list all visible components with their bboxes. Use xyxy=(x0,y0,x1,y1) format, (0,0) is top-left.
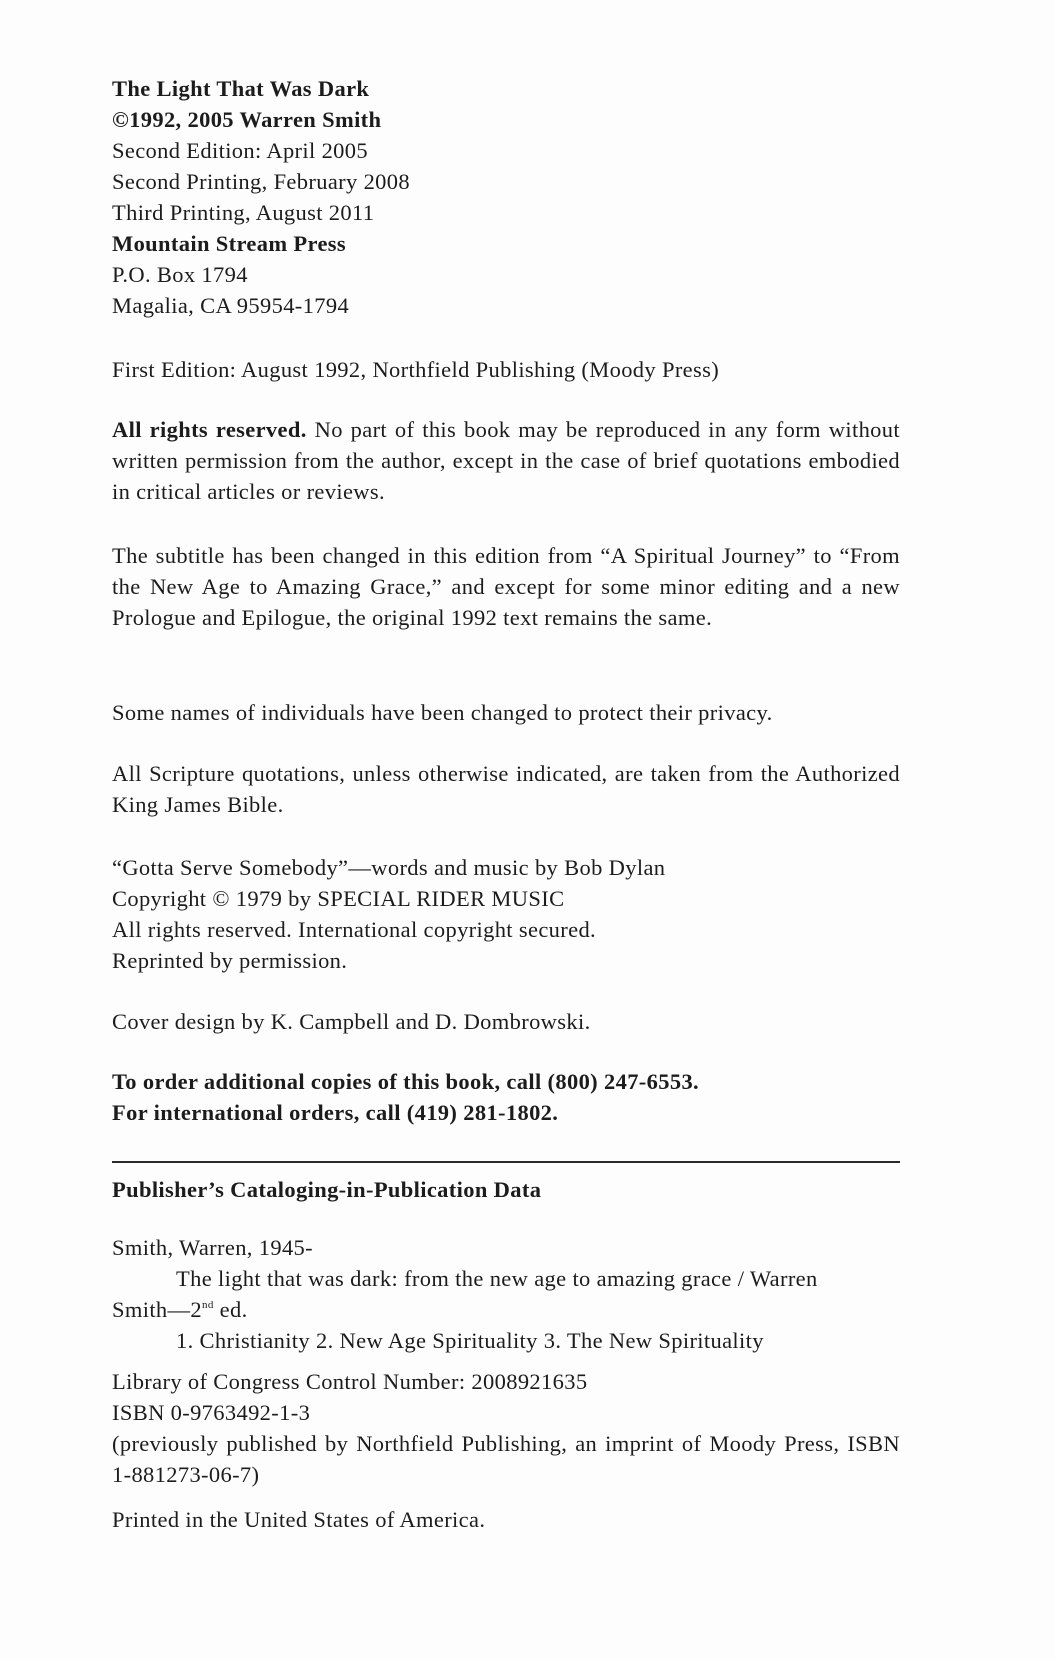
cover-design-note xyxy=(112,1006,900,1037)
second-printing: Second Printing, February 2008 xyxy=(112,169,410,194)
copyright-line: ©1992, 2005 Warren Smith xyxy=(112,107,382,132)
third-printing: Third Printing, August 2011 xyxy=(112,200,375,225)
cip-title: The light that was dark: from the new age to amazing grace / Warren xyxy=(176,1266,818,1291)
cip-edition-superscript: nd xyxy=(201,1299,214,1311)
first-edition-note xyxy=(112,354,900,385)
subtitle-paragraph xyxy=(112,540,900,633)
cip-record xyxy=(112,1232,900,1356)
rights-text xyxy=(112,414,900,507)
previous-publication: (previously published by Northfield Publishing, an imprint of Moody Press, ISBN 1-881273-06-7) xyxy=(112,1431,900,1487)
book-title: The Light That Was Dark xyxy=(112,76,370,101)
publication-header xyxy=(112,73,900,321)
publisher-po-box: P.O. Box 1794 xyxy=(112,262,248,287)
cover-design: Cover design by K. Campbell and D. Dombrowski. xyxy=(112,1009,591,1034)
rights-lead: All rights reserved. xyxy=(112,417,307,442)
scripture-paragraph xyxy=(112,758,900,820)
printed-in: Printed in the United States of America. xyxy=(112,1507,486,1532)
cip-subjects: 1. Christianity 2. New Age Spirituality 3. The New Spirituality xyxy=(176,1328,764,1353)
cip-identifiers xyxy=(112,1366,900,1490)
section-divider xyxy=(112,1161,900,1163)
cip-edition xyxy=(112,1294,900,1325)
lccn: Library of Congress Control Number: 2008921635 xyxy=(112,1369,588,1394)
order-line-1: To order additional copies of this book, call (800) 247-6553. xyxy=(112,1069,700,1094)
cip-heading: Publisher’s Cataloging-in-Publication Data xyxy=(112,1177,542,1202)
order-info xyxy=(112,1066,900,1128)
second-edition: Second Edition: April 2005 xyxy=(112,138,368,163)
isbn: ISBN 0-9763492-1-3 xyxy=(112,1400,311,1425)
song-credit xyxy=(112,852,900,976)
scripture-note: All Scripture quotations, unless otherwise indicated, are taken from the Authorized King James Bible. xyxy=(112,761,900,817)
rights-paragraph xyxy=(112,414,900,507)
publisher-city: Magalia, CA 95954-1794 xyxy=(112,293,350,318)
names-note: Some names of individuals have been changed to protect their privacy. xyxy=(112,700,773,725)
first-edition: First Edition: August 1992, Northfield Publishing (Moody Press) xyxy=(112,357,720,382)
publisher-name: Mountain Stream Press xyxy=(112,231,347,256)
cip-heading-block xyxy=(112,1174,900,1205)
names-paragraph xyxy=(112,697,900,728)
cip-edition-suffix: ed. xyxy=(213,1297,248,1322)
song-credit-line-1: “Gotta Serve Somebody”—words and music by Bob Dylan xyxy=(112,855,666,880)
subtitle-note: The subtitle has been changed in this edition from “A Spiritual Journey” to “From the New Age to Amazing Grace,” and except for some minor editing and a new Prologue and Epilogue, the original 1992 text remains the same. xyxy=(112,543,900,630)
cip-edition-author: Smith—2 xyxy=(112,1297,202,1322)
song-credit-line-3: All rights reserved. International copyright secured. xyxy=(112,917,597,942)
song-credit-line-2: Copyright © 1979 by SPECIAL RIDER MUSIC xyxy=(112,886,565,911)
cip-author: Smith, Warren, 1945- xyxy=(112,1235,313,1260)
printed-note xyxy=(112,1504,900,1535)
song-credit-line-4: Reprinted by permission. xyxy=(112,948,348,973)
order-line-2: For international orders, call (419) 281-1802. xyxy=(112,1100,559,1125)
rights-body: No part of this book may be reproduced in any form without written permission from the author, except in the case of brief quotations embodied in critical articles or reviews. xyxy=(112,417,900,504)
